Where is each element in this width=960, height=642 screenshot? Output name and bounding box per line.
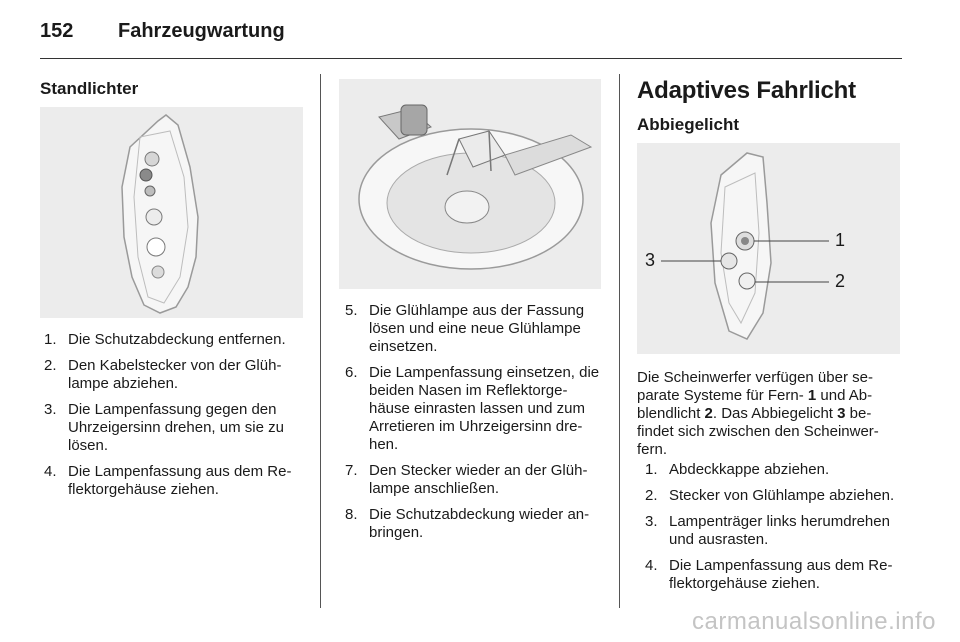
para-text: und Ab-blendlicht [637, 387, 873, 422]
section-heading-standlichter: Standlichter [40, 79, 139, 98]
list-item [44, 357, 306, 393]
subsection-heading-abbiegelicht: Abbiegelicht [637, 115, 740, 134]
step-number: 2. [645, 487, 658, 504]
steps-list-left [44, 331, 306, 507]
para-ref-3: 3 [837, 405, 846, 422]
step-text: Abdeckkappe abziehen. [669, 461, 830, 478]
page-number: 152 [40, 20, 74, 42]
headlight-illustration [637, 143, 900, 354]
list-item [645, 487, 903, 505]
list-item [44, 331, 306, 349]
step-number: 8. [345, 506, 358, 523]
step-text: Stecker von Glühlampe abziehen. [669, 487, 895, 504]
callout-label-3: 3 [645, 250, 656, 270]
step-text: Die Glühlampe aus der Fassung lösen und eine neue Glühlampe einsetzen. [369, 302, 585, 355]
step-number: 5. [345, 302, 358, 319]
step-text: Die Lampenfassung aus dem Re-flektorgehäuse ziehen. [68, 463, 292, 498]
steps-list-right [645, 461, 903, 601]
list-item [44, 463, 306, 499]
step-number: 7. [345, 462, 358, 479]
step-number: 4. [645, 557, 658, 574]
section-title-adaptives-fahrlicht: Adaptives Fahrlicht [637, 77, 856, 104]
step-number: 3. [44, 401, 57, 418]
step-number: 6. [345, 364, 358, 381]
intro-paragraph [637, 369, 902, 459]
figure-bulb-replacement [339, 79, 601, 289]
step-text: Die Lampenfassung gegen den Uhrzeigersinn drehen, um sie zu lösen. [68, 401, 284, 454]
step-text: Den Stecker wieder an der Glüh-lampe anschließen. [369, 462, 588, 497]
para-ref-2: 2 [704, 405, 713, 422]
para-ref-1: 1 [807, 387, 817, 404]
callout-label-1: 1 [835, 230, 846, 250]
callout-label-2: 2 [835, 271, 846, 291]
header-rule [40, 58, 902, 59]
list-item [645, 513, 903, 549]
para-text: Die Scheinwerfer verfügen über se-parate Systeme für Fern- [637, 369, 873, 404]
step-text: Den Kabelstecker von der Glüh-lampe abziehen. [68, 357, 282, 392]
list-item [44, 401, 306, 455]
step-number: 2. [44, 357, 57, 374]
tail-light-illustration [40, 107, 303, 318]
step-text: Die Schutzabdeckung entfernen. [68, 331, 286, 348]
column-divider-left [320, 74, 321, 608]
watermark: carmanualsonline.info [692, 608, 936, 635]
figure-tail-light-parking [40, 107, 303, 318]
step-text: Die Lampenfassung einsetzen, die beiden Nasen im Reflektorge-häuse einrasten lassen und zum Arretieren im Uhrzeigersinn dre-hen. [369, 364, 600, 453]
chapter-title: Fahrzeugwartung [118, 20, 285, 42]
list-item [345, 462, 607, 498]
steps-list-middle [345, 302, 607, 550]
step-text: Die Schutzabdeckung wieder an-bringen. [369, 506, 590, 541]
page-header [40, 18, 902, 48]
bulb-socket-illustration [339, 79, 601, 289]
step-number: 1. [44, 331, 57, 348]
step-text: Die Lampenfassung aus dem Re-flektorgehäuse ziehen. [669, 557, 893, 592]
step-number: 4. [44, 463, 57, 480]
list-item [645, 461, 903, 479]
step-text: Lampenträger links herumdrehen und ausrasten. [669, 513, 890, 548]
list-item [345, 364, 607, 454]
column-divider-right [619, 74, 620, 608]
list-item [345, 302, 607, 356]
list-item [345, 506, 607, 542]
step-number: 3. [645, 513, 658, 530]
step-number: 1. [645, 461, 658, 478]
figure-cornering-light [637, 143, 900, 354]
para-text: be-findet sich zwischen den Scheinwer-fern. [637, 405, 879, 458]
list-item [645, 557, 903, 593]
para-text: . Das Abbiegelicht [712, 405, 838, 422]
